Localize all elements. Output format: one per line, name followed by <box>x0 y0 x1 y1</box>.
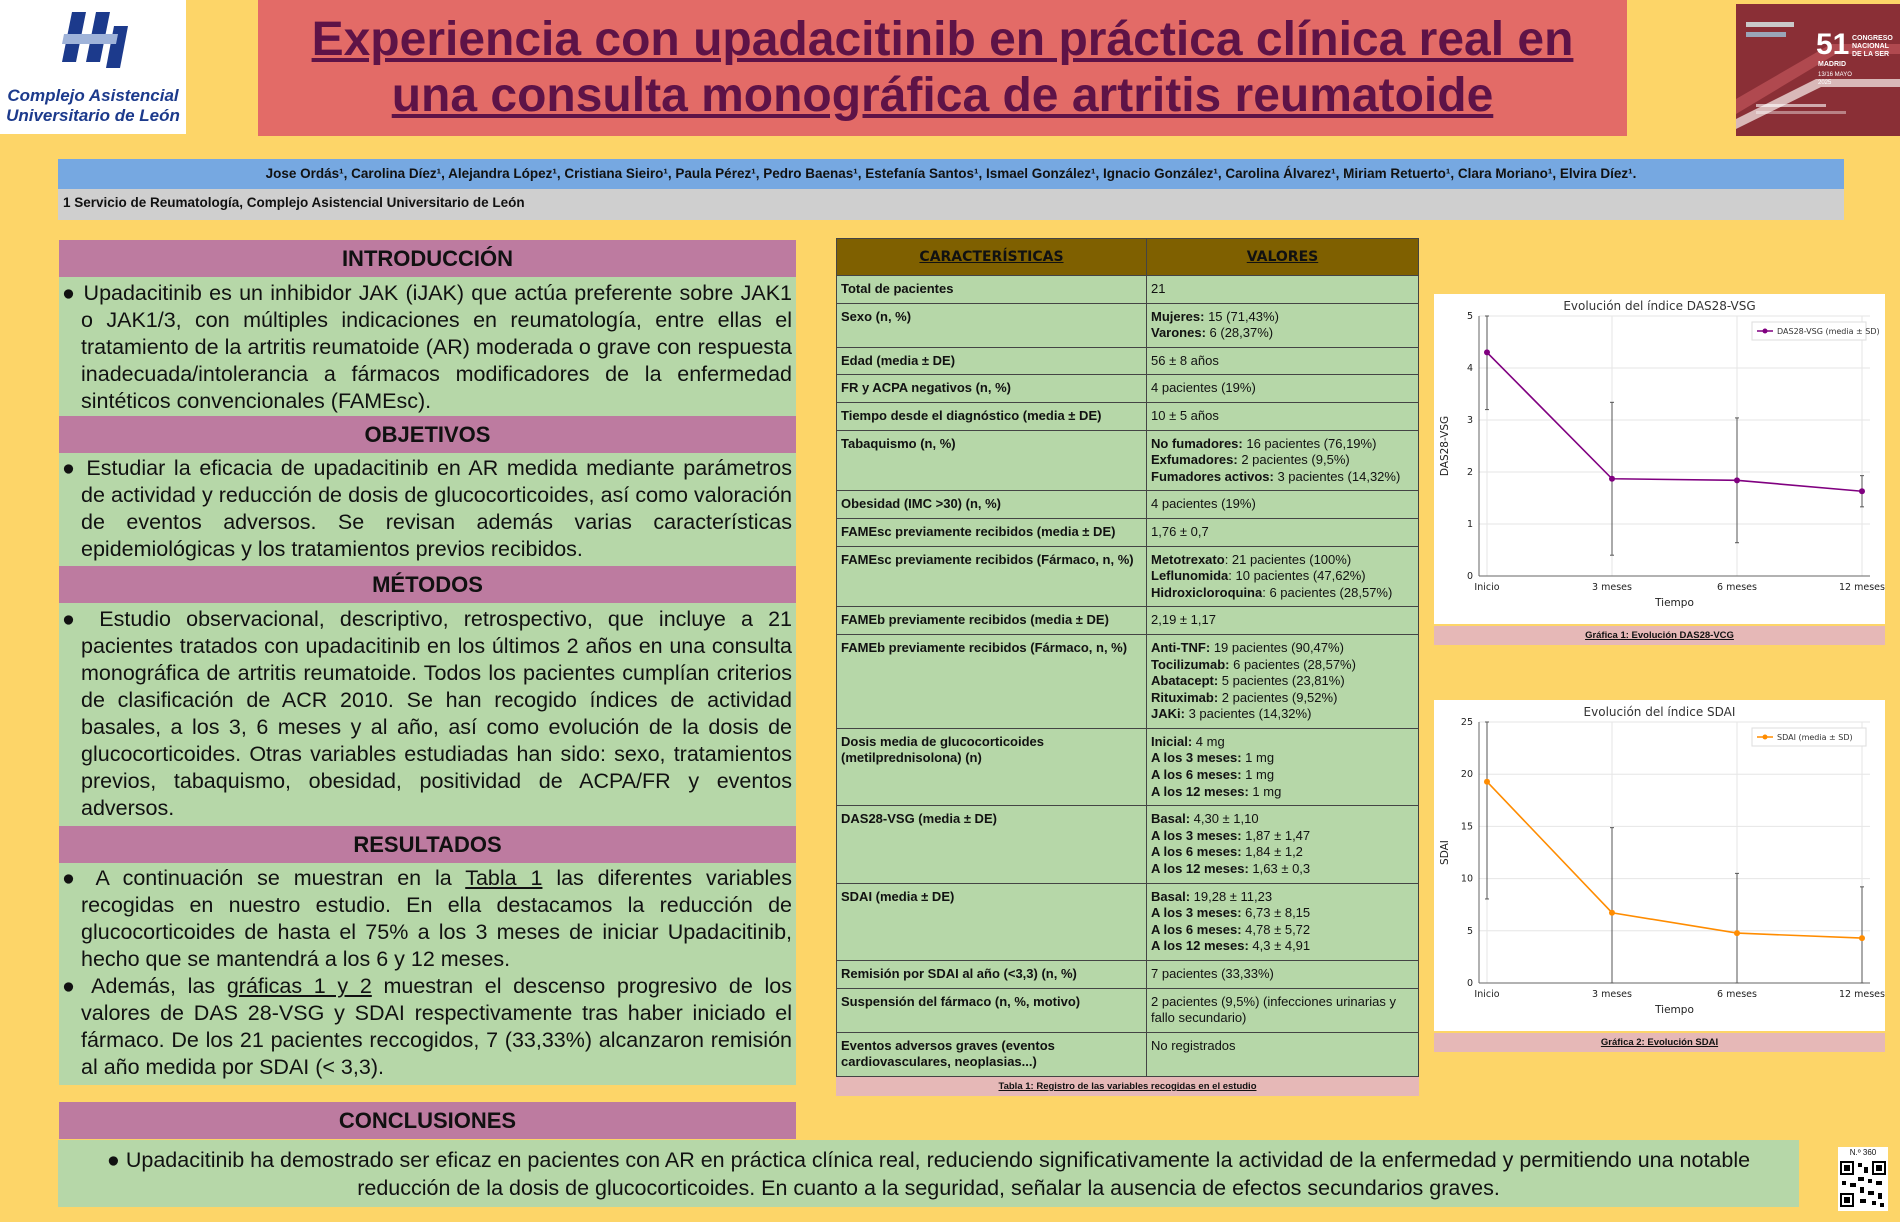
sdai-chart-svg <box>1434 700 1885 1031</box>
table-row <box>837 1032 1419 1076</box>
congress-logo-graphic <box>1736 4 1900 136</box>
table-value-line: A los 6 meses: 1 mg <box>1151 767 1275 783</box>
table-value-line: Metotrexato: 21 pacientes (100%) <box>1151 551 1352 567</box>
data-point <box>1859 488 1865 494</box>
table-cell-value <box>1147 402 1419 430</box>
table-1-link[interactable]: Tabla 1 <box>465 866 543 890</box>
table-value-line: Inicial: 4 mg <box>1151 733 1225 749</box>
methods-heading: MÉTODOS <box>59 566 796 603</box>
table-value-line: No registrados <box>1151 1037 1236 1053</box>
das28-chart-caption: Gráfica 1: Evolución DAS28-VCG <box>1434 626 1885 645</box>
table-row <box>837 518 1419 546</box>
data-point <box>1484 779 1490 785</box>
table-cell-value <box>1147 430 1419 491</box>
table-cell-characteristic: Sexo (n, %) <box>837 303 1147 347</box>
data-point <box>1609 910 1615 916</box>
congress-year: 2025 <box>1818 80 1832 86</box>
table-value-line: Rituximab: 2 pacientes (9,52%) <box>1151 689 1338 705</box>
table-value-line: Mujeres: 15 (71,43%) <box>1151 308 1279 324</box>
chart-legend <box>1752 728 1866 746</box>
table-cell-value <box>1147 518 1419 546</box>
legend-marker <box>1763 329 1768 334</box>
table-row <box>837 728 1419 805</box>
congress-logo <box>1736 4 1900 136</box>
table-row <box>837 607 1419 635</box>
y-axis-label: DAS28-VSG <box>1439 415 1451 477</box>
objectives-body <box>59 453 796 566</box>
table-cell-value <box>1147 303 1419 347</box>
table-cell-value <box>1147 347 1419 375</box>
table-value-line: Tocilizumab: 6 pacientes (28,57%) <box>1151 656 1356 672</box>
chart-title: Evolución del índice DAS28-VSG <box>1563 299 1756 313</box>
series-line <box>1487 352 1862 491</box>
objectives-text: ● Estudiar la eficacia de upadacitinib en AR medida mediante parámetros de actividad y reducción de dosis de glucocorticoides, así como valoración de eventos adversos. Se revisan además varias características epidemiológicas y los tratamientos previos recibidos. <box>62 456 792 561</box>
data-point <box>1859 935 1865 941</box>
table-value-line: A los 3 meses: 6,73 ± 8,15 <box>1151 905 1311 921</box>
table-row <box>837 988 1419 1032</box>
methods-text: ● Estudio observacional, descriptivo, retrospectivo, que incluye a 21 pacientes tratados con upadacitinib en los últimos 2 años en una consulta monográfica de artritis reumatoide. Todos los pacientes cumplían criterios de clasificación de ACR 2010. Se han recogido índices de actividad basales, a los 3, 6 meses y al año, así como evolución de la dosis de glucocorticoides. Otras variables estudiadas han sido: sexo, tratamientos previos, tabaquismo, obesidad, positividad de ACPA/FR y eventos adversos. <box>62 607 792 820</box>
table-cell-characteristic: Remisión por SDAI al año (<3,3) (n, %) <box>837 961 1147 989</box>
table-cell-characteristic: Eventos adversos graves (eventos cardiovasculares, neoplasias...) <box>837 1032 1147 1076</box>
results-text-1: ● A continuación se muestran en la Tabla 1 las diferentes variables recogidas en nuestro estudio. En ella destacamos la reducción de glucocorticoides de hasta el 75% a los 3 meses de iniciar Upadacitinib, hecho que se mantendrá a los 6 y 12 meses. <box>62 866 792 971</box>
congress-line-1: CONGRESO <box>1852 35 1893 42</box>
hospital-logo <box>0 0 186 134</box>
table-value-line: Anti-TNF: 19 pacientes (90,47%) <box>1151 639 1344 655</box>
y-tick-label: 25 <box>1460 717 1473 728</box>
table-value-line: Basal: 19,28 ± 11,23 <box>1151 888 1273 904</box>
table-value-line: 2 pacientes (9,5%) (infecciones urinarias y fallo secundario) <box>1151 993 1396 1026</box>
table-value-line: A los 6 meses: 4,78 ± 5,72 <box>1151 921 1311 937</box>
x-axis-label: Tiempo <box>1655 597 1694 609</box>
data-point <box>1734 930 1740 936</box>
sdai-chart <box>1434 700 1885 1031</box>
sdai-chart-caption: Gráfica 2: Evolución SDAI <box>1434 1033 1885 1052</box>
intro-body <box>59 277 796 416</box>
data-point <box>1484 349 1490 355</box>
authors-bar: Jose Ordás¹, Carolina Díez¹, Alejandra López¹, Cristiana Sieiro¹, Paula Pérez¹, Pedro Baenas¹, Estefanía Santos¹, Ismael González¹, Ignacio González¹, Carolina Álvarez¹, Miriam Retuerto¹, Clara Moriano¹, Elvira Díez¹. <box>58 159 1844 189</box>
table-cell-value <box>1147 883 1419 960</box>
table-value-line: A los 3 meses: 1 mg <box>1151 750 1275 766</box>
table-row <box>837 430 1419 491</box>
table-cell-characteristic: Tabaquismo (n, %) <box>837 430 1147 491</box>
table-header-characteristics: CARACTERÍSTICAS <box>837 239 1147 276</box>
table-value-line: Leflunomida: 10 pacientes (47,62%) <box>1151 568 1366 584</box>
table-cell-value <box>1147 375 1419 403</box>
characteristics-table-wrapper <box>836 238 1419 1096</box>
data-point <box>1609 476 1615 482</box>
table-cell-characteristic: FAMEb previamente recibidos (media ± DE) <box>837 607 1147 635</box>
table-cell-value <box>1147 546 1419 607</box>
qr-label: N.º 360 <box>1849 1148 1877 1157</box>
table-cell-value <box>1147 961 1419 989</box>
x-tick-label: 3 meses <box>1592 989 1632 1000</box>
table-row <box>837 303 1419 347</box>
congress-line-3: DE LA SER <box>1852 51 1890 58</box>
table-cell-characteristic: Obesidad (IMC >30) (n, %) <box>837 491 1147 519</box>
table-value-line: 21 <box>1151 281 1166 296</box>
table-value-line: A los 6 meses: 1,84 ± 1,2 <box>1151 844 1303 860</box>
table-value-line: 56 ± 8 años <box>1151 352 1219 368</box>
x-tick-label: 3 meses <box>1592 582 1632 593</box>
table-value-line: No fumadores: 16 pacientes (76,19%) <box>1151 435 1377 451</box>
x-tick-label: 12 meses <box>1839 582 1885 593</box>
table-cell-characteristic: Edad (media ± DE) <box>837 347 1147 375</box>
characteristics-table <box>836 238 1419 1077</box>
congress-number: 51 <box>1816 28 1850 61</box>
congress-line-2: NACIONAL <box>1852 43 1889 50</box>
table-value-line: JAKi: 3 pacientes (14,32%) <box>1151 706 1312 722</box>
series-line <box>1487 782 1862 938</box>
legend-marker <box>1763 735 1768 740</box>
table-cell-value <box>1147 806 1419 883</box>
table-value-line: Abatacept: 5 pacientes (23,81%) <box>1151 673 1345 689</box>
table-cell-characteristic: FAMEb previamente recibidos (Fármaco, n, %) <box>837 634 1147 728</box>
y-tick-label: 1 <box>1466 519 1473 530</box>
x-axis-label: Tiempo <box>1655 1004 1694 1016</box>
poster-title-box <box>258 0 1627 136</box>
qr-code-icon <box>1838 1159 1888 1209</box>
table-cell-value <box>1147 634 1419 728</box>
table-value-line: A los 12 meses: 1 mg <box>1151 783 1282 799</box>
table-cell-value <box>1147 491 1419 519</box>
table-row <box>837 883 1419 960</box>
table-value-line: 1,76 ± 0,7 <box>1151 523 1209 539</box>
table-value-line: 7 pacientes (33,33%) <box>1151 966 1274 981</box>
hospital-name: Complejo Asistencial Universitario de León <box>6 86 180 125</box>
table-row <box>837 546 1419 607</box>
table-value-line: 10 ± 5 años <box>1151 407 1219 423</box>
table-cell-characteristic: FAMEsc previamente recibidos (media ± DE) <box>837 518 1147 546</box>
results-heading: RESULTADOS <box>59 826 796 863</box>
table-value-line: Basal: 4,30 ± 1,10 <box>1151 811 1259 827</box>
y-tick-label: 20 <box>1460 769 1473 781</box>
results-text-2: ● Además, las gráficas 1 y 2 muestran el descenso progresivo de los valores de DAS 28-VSG y SDAI respectivamente tras haber iniciado el fármaco. De los 21 pacientes reccogidos, 7 (33,33%) alcanzaron remisión al año medida por SDAI (< 3,3). <box>62 974 793 1079</box>
table-value-line: 4 pacientes (19%) <box>1151 496 1256 512</box>
x-tick-label: 6 meses <box>1717 582 1757 593</box>
table-value-line: Exfumadores: 2 pacientes (9,5%) <box>1151 452 1350 468</box>
das28-chart <box>1434 294 1885 624</box>
table-value-line: A los 3 meses: 1,87 ± 1,47 <box>1151 827 1311 843</box>
table-cell-characteristic: Dosis media de glucocorticoides (metilprednisolona) (n) <box>837 728 1147 805</box>
das28-chart-svg <box>1434 294 1885 624</box>
table-cell-characteristic: FAMEsc previamente recibidos (Fármaco, n, %) <box>837 546 1147 607</box>
table-row <box>837 375 1419 403</box>
table-value-line: Fumadores activos: 3 pacientes (14,32%) <box>1151 468 1401 484</box>
x-tick-label: Inicio <box>1474 582 1500 593</box>
table-row <box>837 634 1419 728</box>
congress-city: MADRID <box>1818 61 1846 68</box>
objectives-heading: OBJETIVOS <box>59 416 796 453</box>
table-row <box>837 276 1419 304</box>
x-tick-label: Inicio <box>1474 989 1500 1000</box>
table-value-line: Hidroxicloroquina: 6 pacientes (28,57%) <box>1151 584 1393 600</box>
table-value-line: A los 12 meses: 4,3 ± 4,91 <box>1151 938 1311 954</box>
table-cell-value <box>1147 988 1419 1032</box>
congress-dates: 13/16 MAYO <box>1818 72 1852 78</box>
y-tick-label: 5 <box>1466 311 1473 322</box>
table-caption: Tabla 1: Registro de las variables recogidas en el estudio <box>836 1077 1419 1096</box>
qr-code-box[interactable] <box>1838 1147 1888 1211</box>
y-tick-label: 2 <box>1466 467 1473 478</box>
intro-text: ● Upadacitinib es un inhibidor JAK (iJAK) que actúa preferente sobre JAK1 o JAK1/3, con múltiples indicaciones en reumatología, entre ellas el tratamiento de la artritis reumatoide (AR) moderada o grave con respuesta inadecuada/intolerancia a fármacos modificadores de la enfermedad sintéticos convencionales (FAMEsc). <box>62 281 792 413</box>
table-cell-characteristic: Tiempo desde el diagnóstico (media ± DE) <box>837 402 1147 430</box>
y-tick-label: 3 <box>1466 415 1473 426</box>
data-point <box>1734 477 1740 483</box>
table-row <box>837 491 1419 519</box>
conclusions-heading: CONCLUSIONES <box>59 1102 796 1139</box>
table-cell-characteristic: FR y ACPA negativos (n, %) <box>837 375 1147 403</box>
table-cell-characteristic: DAS28-VSG (media ± DE) <box>837 806 1147 883</box>
table-cell-value <box>1147 1032 1419 1076</box>
table-cell-value <box>1147 728 1419 805</box>
y-tick-label: 10 <box>1460 873 1473 885</box>
legend-label: DAS28-VSG (media ± SD) <box>1777 327 1880 336</box>
table-row <box>837 402 1419 430</box>
charts-link[interactable]: gráficas 1 y 2 <box>226 974 372 998</box>
table-row <box>837 347 1419 375</box>
y-axis-label: SDAI <box>1439 840 1451 865</box>
table-value-line: 4 pacientes (19%) <box>1151 380 1256 396</box>
affiliation-bar: 1 Servicio de Reumatología, Complejo Asistencial Universitario de León <box>58 189 1844 220</box>
y-tick-label: 0 <box>1466 571 1473 582</box>
chart-title: Evolución del índice SDAI <box>1583 705 1736 719</box>
table-value-line: A los 12 meses: 1,63 ± 0,3 <box>1151 861 1311 877</box>
table-cell-characteristic: SDAI (media ± DE) <box>837 883 1147 960</box>
legend-label: SDAI (media ± SD) <box>1777 733 1853 742</box>
table-header-values: VALORES <box>1147 239 1419 276</box>
poster-title: Experiencia con upadacitinib en práctica clínica real en una consulta monográfica de artritis reumatoide <box>311 13 1574 122</box>
y-tick-label: 0 <box>1466 978 1473 989</box>
conclusions-body: ● Upadacitinib ha demostrado ser eficaz en pacientes con AR en práctica clínica real, reduciendo significativamente la actividad de la enfermedad y permitiendo una notable reducción de la dosis de glucocorticoides. En cuanto a la seguridad, señalar la ausencia de efectos secundarios graves. <box>58 1140 1799 1207</box>
table-value-line: Varones: 6 (28,37%) <box>1151 325 1274 341</box>
results-body <box>59 863 796 1085</box>
table-cell-value <box>1147 607 1419 635</box>
y-tick-label: 15 <box>1460 821 1473 833</box>
x-tick-label: 6 meses <box>1717 989 1757 1000</box>
y-tick-label: 4 <box>1466 363 1473 374</box>
table-row <box>837 806 1419 883</box>
table-row <box>837 961 1419 989</box>
table-cell-value <box>1147 276 1419 304</box>
y-tick-label: 5 <box>1466 925 1473 937</box>
chart-legend <box>1752 322 1880 340</box>
table-value-line: 2,19 ± 1,17 <box>1151 612 1216 628</box>
hospital-logo-icon <box>58 12 130 68</box>
methods-body <box>59 603 796 826</box>
table-cell-characteristic: Suspensión del fármaco (n, %, motivo) <box>837 988 1147 1032</box>
intro-heading: INTRODUCCIÓN <box>59 240 796 277</box>
table-cell-characteristic: Total de pacientes <box>837 276 1147 304</box>
x-tick-label: 12 meses <box>1839 989 1885 1000</box>
